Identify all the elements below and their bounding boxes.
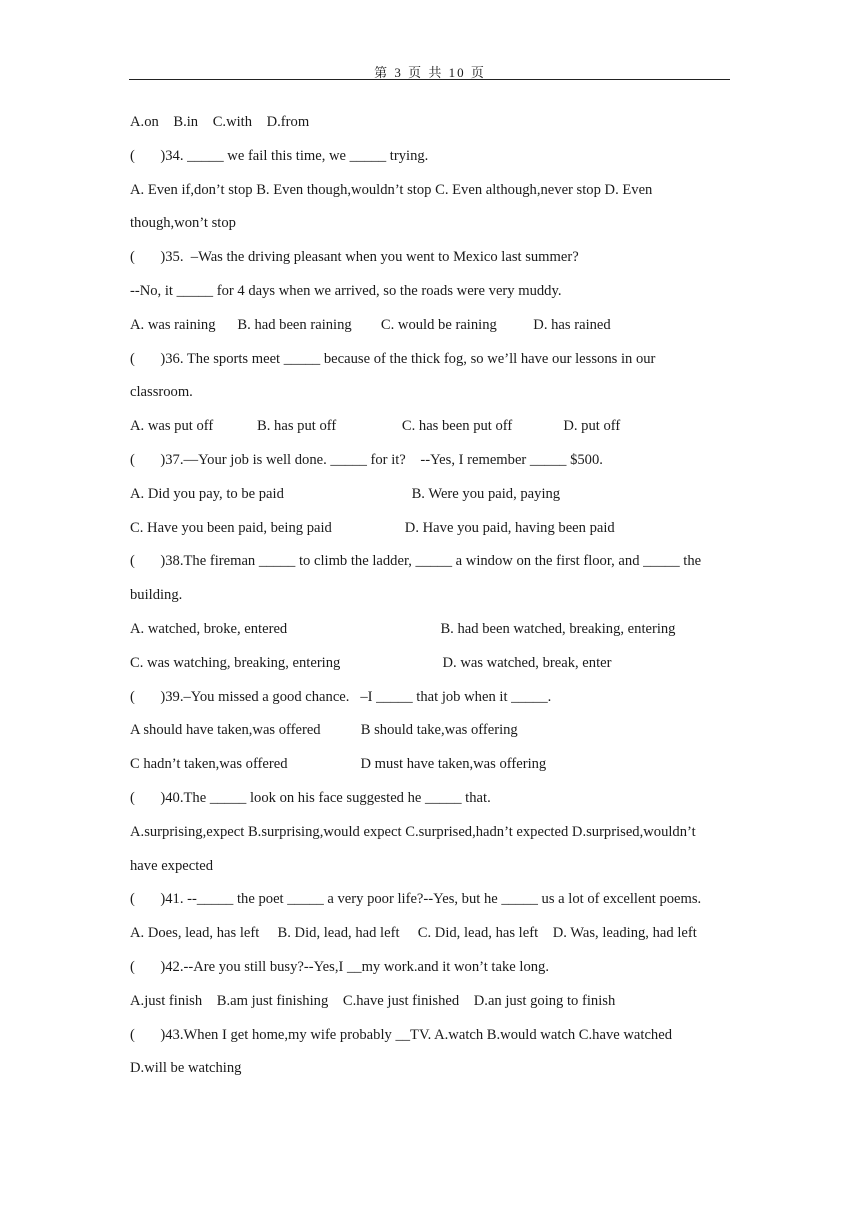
question-34: ( )34. _____ we fail this time, we _____ trying. [130,147,429,164]
question-39: ( )39.–You missed a good chance. –I _____ that job when it _____. [130,688,552,705]
page-header: 第 3 页 共 10 页 [374,65,486,80]
question-41-options: A. Does, lead, has left B. Did, lead, had left C. Did, lead, has left D. Was, leading, had left [130,925,697,942]
question-36-cont: classroom. [130,384,193,401]
question-34-options-cont: though,won’t stop [130,215,236,232]
question-42: ( )42.--Are you still busy?--Yes,I __my work.and it won’t take long. [130,958,549,975]
question-43-options-cont: D.will be watching [130,1060,242,1077]
question-37: ( )37.—Your job is well done. _____ for it? --Yes, I remember _____ $500. [130,451,603,468]
question-39-options-cd: C hadn’t taken,was offered D must have taken,was offering [130,756,547,773]
question-43: ( )43.When I get home,my wife probably __TV. A.watch B.would watch C.have watched [130,1026,672,1043]
question-37-options-ab: A. Did you pay, to be paid B. Were you paid, paying [130,485,561,502]
question-38-options-cd: C. was watching, breaking, entering D. was watched, break, enter [130,654,612,671]
header-rule [129,79,730,80]
question-38: ( )38.The fireman _____ to climb the ladder, _____ a window on the first floor, and _____ the [130,553,702,570]
question-38-cont: building. [130,587,183,604]
question-40: ( )40.The _____ look on his face suggested he _____ that. [130,789,491,806]
question-42-options: A.just finish B.am just finishing C.have just finished D.an just going to finish [130,992,616,1009]
question-37-options-cd: C. Have you been paid, being paid D. Have you paid, having been paid [130,519,615,536]
question-40-options-cont: have expected [130,857,214,874]
question-34-options: A. Even if,don’t stop B. Even though,wouldn’t stop C. Even although,never stop D. Even [130,181,653,198]
question-36: ( )36. The sports meet _____ because of the thick fog, so we’ll have our lessons in our [130,350,656,367]
question-38-options-ab: A. watched, broke, entered B. had been watched, breaking, entering [130,620,676,637]
question-35-cont: --No, it _____ for 4 days when we arrived, so the roads were very muddy. [130,282,562,299]
question-36-options: A. was put off B. has put off C. has been put off D. put off [130,418,621,435]
text-line: A.on B.in C.with D.from [130,114,310,130]
question-41: ( )41. --_____ the poet _____ a very poor life?--Yes, but he _____ us a lot of excellent poems. [130,891,702,908]
question-39-options-ab: A should have taken,was offered B should take,was offering [130,722,518,739]
question-35-options: A. was raining B. had been raining C. would be raining D. has rained [130,316,611,333]
question-35: ( )35. –Was the driving pleasant when you went to Mexico last summer? [130,249,579,266]
question-40-options: A.surprising,expect B.surprising,would expect C.surprised,hadn’t expected D.surprised,wouldn’t [130,823,696,840]
question-content [130,108,730,1088]
